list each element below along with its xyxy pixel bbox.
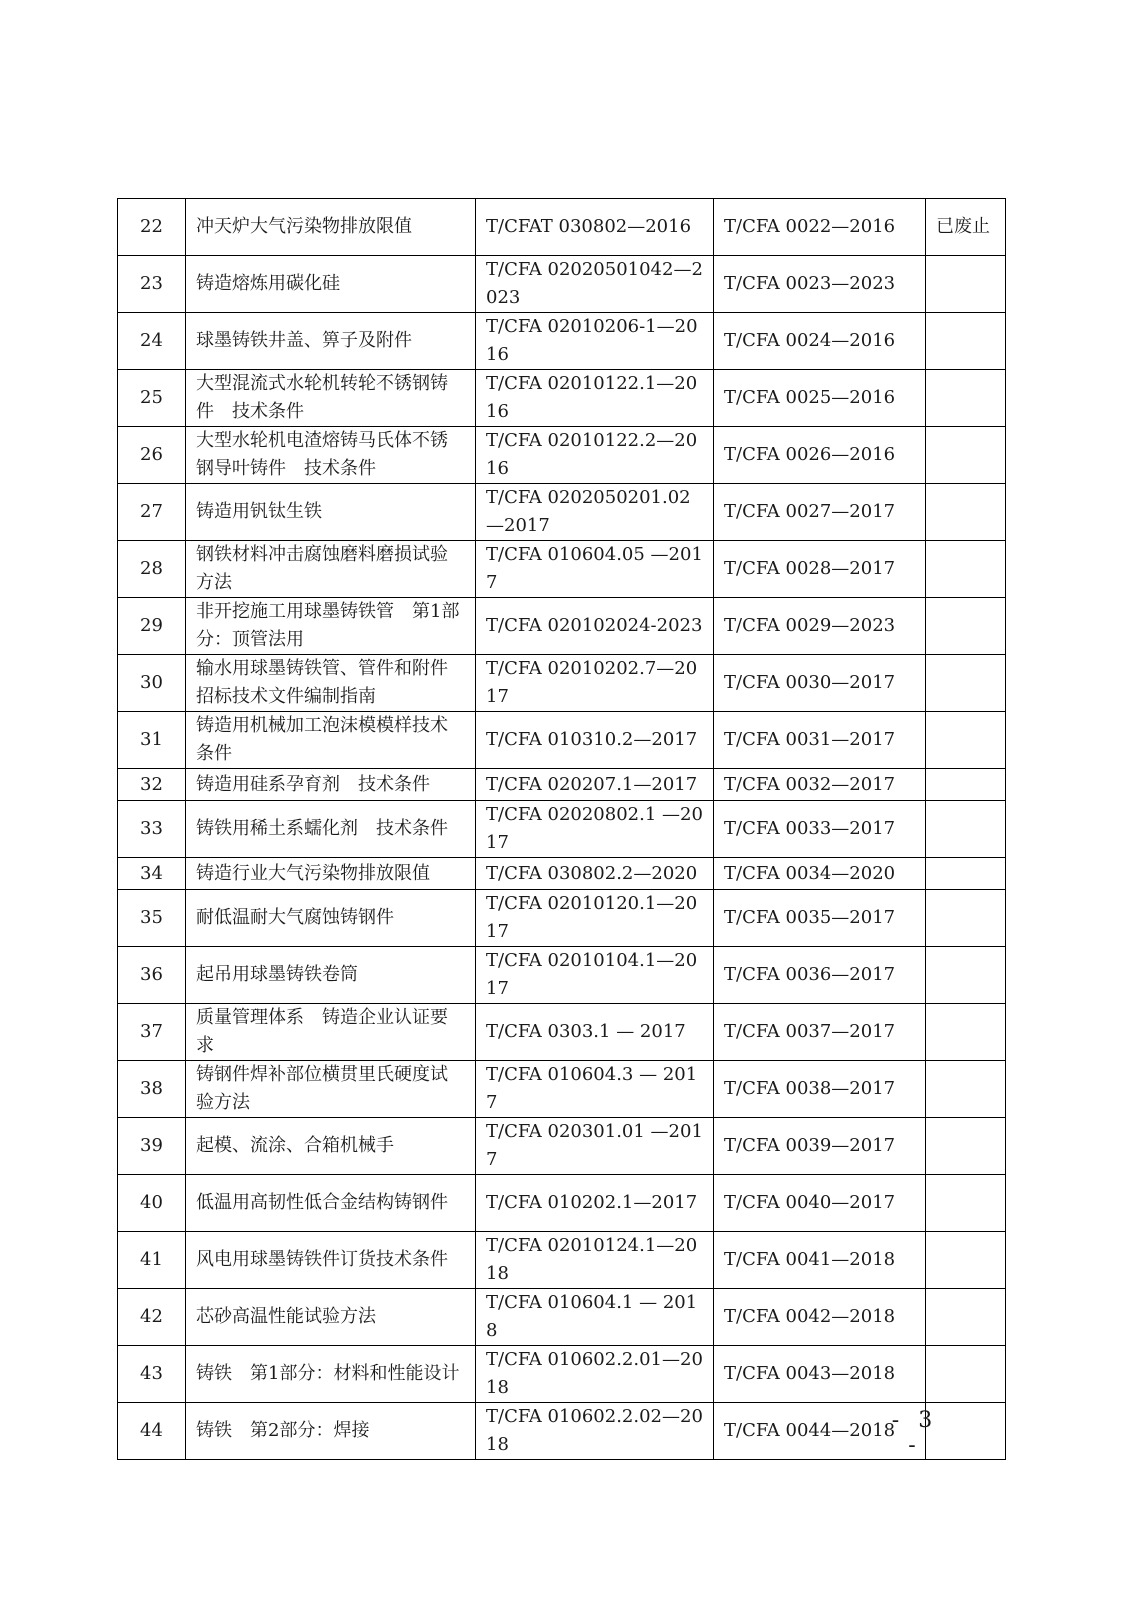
- standard-name-cell: 冲天炉大气污染物排放限值: [186, 199, 476, 256]
- remark-cell: [926, 427, 1006, 484]
- serial-number-cell: 37: [118, 1004, 186, 1061]
- original-number-cell: T/CFA 02010120.1—2017: [476, 890, 714, 947]
- remark-cell: [926, 541, 1006, 598]
- original-number-cell: T/CFAT 030802—2016: [476, 199, 714, 256]
- original-number-cell: T/CFA 010604.05 —2017: [476, 541, 714, 598]
- new-number-cell: T/CFA 0030—2017: [714, 655, 926, 712]
- table-row: [118, 947, 1006, 1004]
- standard-name-cell: 芯砂高温性能试验方法: [186, 1289, 476, 1346]
- table-row: [118, 256, 1006, 313]
- serial-number-cell: 39: [118, 1118, 186, 1175]
- original-number-cell: T/CFA 02020802.1 —2017: [476, 801, 714, 858]
- serial-number-cell: 23: [118, 256, 186, 313]
- new-number-cell: T/CFA 0022—2016: [714, 199, 926, 256]
- table-row: [118, 769, 1006, 801]
- remark-cell: [926, 655, 1006, 712]
- table-row: [118, 712, 1006, 769]
- remark-cell: [926, 712, 1006, 769]
- serial-number-cell: 25: [118, 370, 186, 427]
- standard-name-cell: 铸造用钒钛生铁: [186, 484, 476, 541]
- original-number-cell: T/CFA 010602.2.02—2018: [476, 1403, 714, 1460]
- remark-cell: [926, 484, 1006, 541]
- original-number-cell: T/CFA 02020501042—2023: [476, 256, 714, 313]
- new-number-cell: T/CFA 0029—2023: [714, 598, 926, 655]
- original-number-cell: T/CFA 010310.2—2017: [476, 712, 714, 769]
- original-number-cell: T/CFA 02010124.1—2018: [476, 1232, 714, 1289]
- remark-cell: [926, 890, 1006, 947]
- original-number-cell: T/CFA 0202050201.02 —2017: [476, 484, 714, 541]
- new-number-cell: T/CFA 0044—2018: [714, 1403, 926, 1460]
- new-number-cell: T/CFA 0043—2018: [714, 1346, 926, 1403]
- standard-name-cell: 低温用高韧性低合金结构铸钢件: [186, 1175, 476, 1232]
- table-row: [118, 801, 1006, 858]
- new-number-cell: T/CFA 0027—2017: [714, 484, 926, 541]
- remark-cell: [926, 1061, 1006, 1118]
- table-row: [118, 890, 1006, 947]
- remark-cell: [926, 1004, 1006, 1061]
- original-number-cell: T/CFA 030802.2—2020: [476, 858, 714, 890]
- serial-number-cell: 30: [118, 655, 186, 712]
- standard-name-cell: 质量管理体系 铸造企业认证要求: [186, 1004, 476, 1061]
- standard-name-cell: 大型混流式水轮机转轮不锈钢铸件 技术条件: [186, 370, 476, 427]
- serial-number-cell: 44: [118, 1403, 186, 1460]
- table-row: [118, 1175, 1006, 1232]
- remark-cell: [926, 1175, 1006, 1232]
- standard-name-cell: 铸铁 第1部分：材料和性能设计: [186, 1346, 476, 1403]
- remark-cell: [926, 947, 1006, 1004]
- new-number-cell: T/CFA 0038—2017: [714, 1061, 926, 1118]
- remark-cell: [926, 801, 1006, 858]
- table-row: [118, 858, 1006, 890]
- new-number-cell: T/CFA 0033—2017: [714, 801, 926, 858]
- original-number-cell: T/CFA 010602.2.01—2018: [476, 1346, 714, 1403]
- serial-number-cell: 27: [118, 484, 186, 541]
- standard-name-cell: 铸造用机械加工泡沫模模样技术条件: [186, 712, 476, 769]
- serial-number-cell: 41: [118, 1232, 186, 1289]
- standard-name-cell: 钢铁材料冲击腐蚀磨料磨损试验方法: [186, 541, 476, 598]
- new-number-cell: T/CFA 0025—2016: [714, 370, 926, 427]
- serial-number-cell: 32: [118, 769, 186, 801]
- new-number-cell: T/CFA 0028—2017: [714, 541, 926, 598]
- original-number-cell: T/CFA 010604.1 — 2018: [476, 1289, 714, 1346]
- standard-name-cell: 铸造用硅系孕育剂 技术条件: [186, 769, 476, 801]
- table-row: [118, 370, 1006, 427]
- standards-table: [117, 198, 1006, 1460]
- table-row: [118, 1346, 1006, 1403]
- original-number-cell: T/CFA 02010202.7—2017: [476, 655, 714, 712]
- new-number-cell: T/CFA 0039—2017: [714, 1118, 926, 1175]
- remark-cell: [926, 1118, 1006, 1175]
- new-number-cell: T/CFA 0031—2017: [714, 712, 926, 769]
- serial-number-cell: 42: [118, 1289, 186, 1346]
- remark-cell: [926, 313, 1006, 370]
- original-number-cell: T/CFA 010202.1—2017: [476, 1175, 714, 1232]
- serial-number-cell: 38: [118, 1061, 186, 1118]
- original-number-cell: T/CFA 0303.1 — 2017: [476, 1004, 714, 1061]
- table-row: [118, 1403, 1006, 1460]
- serial-number-cell: 36: [118, 947, 186, 1004]
- table-row: [118, 598, 1006, 655]
- remark-cell: [926, 858, 1006, 890]
- original-number-cell: T/CFA 020102024-2023: [476, 598, 714, 655]
- table-row: [118, 427, 1006, 484]
- standard-name-cell: 起吊用球墨铸铁卷筒: [186, 947, 476, 1004]
- standard-name-cell: 铸造行业大气污染物排放限值: [186, 858, 476, 890]
- standard-name-cell: 大型水轮机电渣熔铸马氏体不锈钢导叶铸件 技术条件: [186, 427, 476, 484]
- new-number-cell: T/CFA 0040—2017: [714, 1175, 926, 1232]
- serial-number-cell: 31: [118, 712, 186, 769]
- standard-name-cell: 输水用球墨铸铁管、管件和附件 招标技术文件编制指南: [186, 655, 476, 712]
- standard-name-cell: 铸铁用稀土系蠕化剂 技术条件: [186, 801, 476, 858]
- original-number-cell: T/CFA 020301.01 —2017: [476, 1118, 714, 1175]
- new-number-cell: T/CFA 0042—2018: [714, 1289, 926, 1346]
- table-row: [118, 484, 1006, 541]
- serial-number-cell: 26: [118, 427, 186, 484]
- new-number-cell: T/CFA 0023—2023: [714, 256, 926, 313]
- table-row: [118, 655, 1006, 712]
- remark-cell: [926, 1232, 1006, 1289]
- table-row: [118, 199, 1006, 256]
- serial-number-cell: 34: [118, 858, 186, 890]
- table-row: [118, 1118, 1006, 1175]
- new-number-cell: T/CFA 0024—2016: [714, 313, 926, 370]
- remark-cell: [926, 1289, 1006, 1346]
- standards-table-body: [118, 199, 1006, 1460]
- remark-cell: [926, 256, 1006, 313]
- standard-name-cell: 耐低温耐大气腐蚀铸钢件: [186, 890, 476, 947]
- new-number-cell: T/CFA 0041—2018: [714, 1232, 926, 1289]
- remark-cell: 已废止: [926, 199, 1006, 256]
- standard-name-cell: 起模、流涂、合箱机械手: [186, 1118, 476, 1175]
- original-number-cell: T/CFA 010604.3 — 2017: [476, 1061, 714, 1118]
- standard-name-cell: 风电用球墨铸铁件订货技术条件: [186, 1232, 476, 1289]
- serial-number-cell: 28: [118, 541, 186, 598]
- new-number-cell: T/CFA 0036—2017: [714, 947, 926, 1004]
- table-row: [118, 1289, 1006, 1346]
- remark-cell: [926, 769, 1006, 801]
- serial-number-cell: 43: [118, 1346, 186, 1403]
- original-number-cell: T/CFA 02010104.1—2017: [476, 947, 714, 1004]
- original-number-cell: T/CFA 02010206-1—2016: [476, 313, 714, 370]
- new-number-cell: T/CFA 0032—2017: [714, 769, 926, 801]
- serial-number-cell: 22: [118, 199, 186, 256]
- remark-cell: [926, 370, 1006, 427]
- standard-name-cell: 铸铁 第2部分：焊接: [186, 1403, 476, 1460]
- standard-name-cell: 铸钢件焊补部位横贯里氏硬度试验方法: [186, 1061, 476, 1118]
- standard-name-cell: 非开挖施工用球墨铸铁管 第1部分：顶管法用: [186, 598, 476, 655]
- new-number-cell: T/CFA 0037—2017: [714, 1004, 926, 1061]
- new-number-cell: T/CFA 0035—2017: [714, 890, 926, 947]
- serial-number-cell: 33: [118, 801, 186, 858]
- serial-number-cell: 29: [118, 598, 186, 655]
- table-row: [118, 1004, 1006, 1061]
- serial-number-cell: 35: [118, 890, 186, 947]
- table-row: [118, 541, 1006, 598]
- remark-cell: [926, 1346, 1006, 1403]
- new-number-cell: T/CFA 0026—2016: [714, 427, 926, 484]
- original-number-cell: T/CFA 02010122.2—2016: [476, 427, 714, 484]
- new-number-cell: T/CFA 0034—2020: [714, 858, 926, 890]
- table-row: [118, 313, 1006, 370]
- table-row: [118, 1232, 1006, 1289]
- remark-cell: [926, 598, 1006, 655]
- table-row: [118, 1061, 1006, 1118]
- serial-number-cell: 24: [118, 313, 186, 370]
- serial-number-cell: 40: [118, 1175, 186, 1232]
- standard-name-cell: 球墨铸铁井盖、箅子及附件: [186, 313, 476, 370]
- original-number-cell: T/CFA 02010122.1—2016: [476, 370, 714, 427]
- page-number: - 3 -: [891, 1408, 939, 1458]
- original-number-cell: T/CFA 020207.1—2017: [476, 769, 714, 801]
- standard-name-cell: 铸造熔炼用碳化硅: [186, 256, 476, 313]
